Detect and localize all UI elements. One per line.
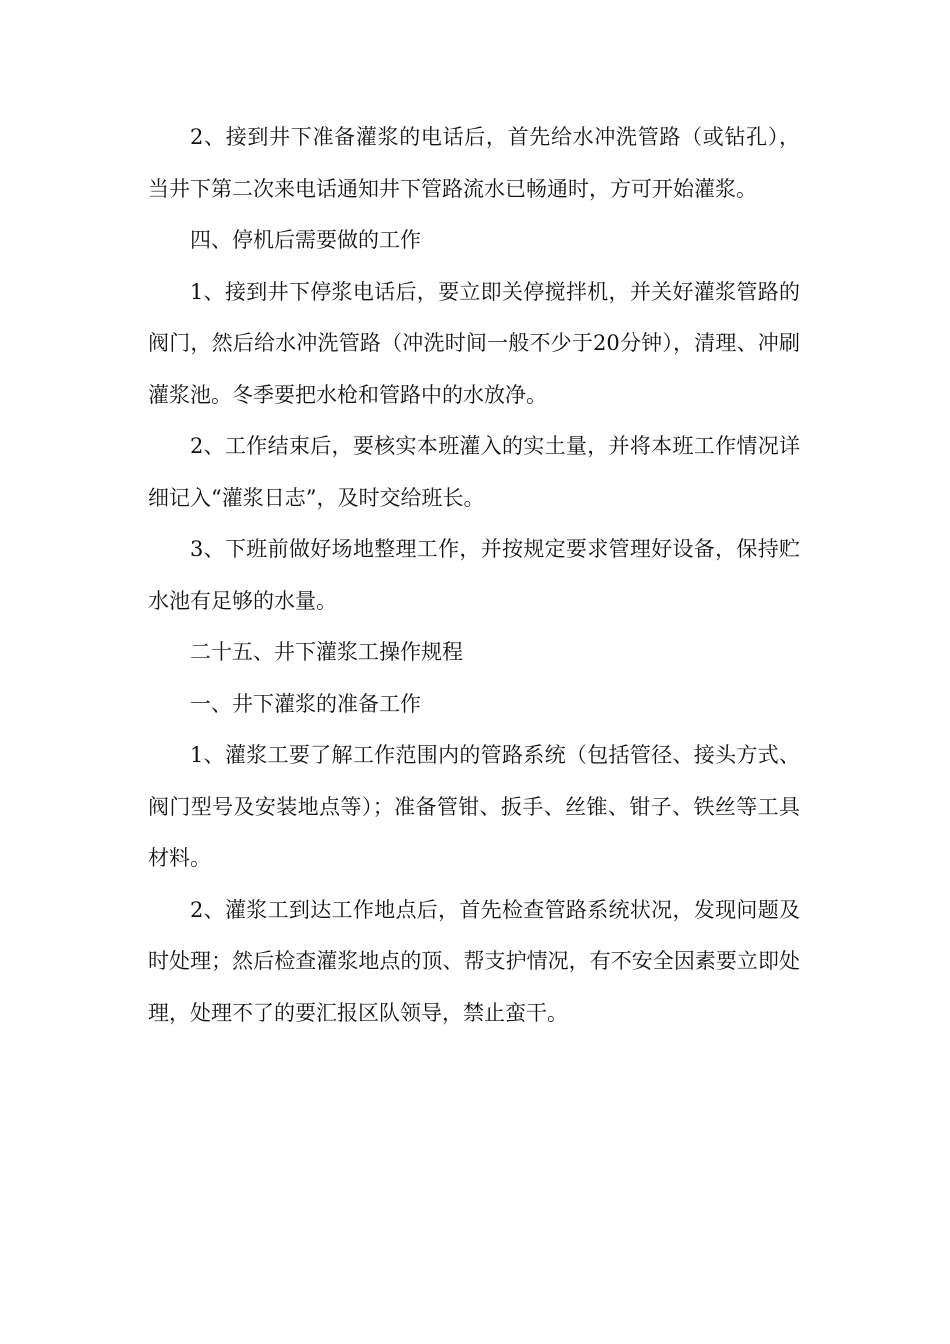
section-heading-preparation: 一、井下灌浆的准备工作 [190, 691, 421, 716]
paragraph-site-inspection: 2、灌浆工到达工作地点后，首先检查管路系统状况，发现问题及时处理；然后检查灌浆地点的顶、帮支护情况，有不安全因素要立即处理，处理不了的要汇报区队领导，禁止蛮干。 [148, 897, 800, 1025]
paragraph-grouting-start: 2、接到井下准备灌浆的电话后，首先给水冲洗管路（或钻孔），当井下第二次来电话通知井下管路流水已畅通时，方可开始灌浆。 [148, 125, 800, 201]
paragraph-before-leaving: 3、下班前做好场地整理工作，并按规定要求管理好设备，保持贮水池有足够的水量。 [148, 537, 800, 613]
chapter-heading-underground-grouting: 二十五、井下灌浆工操作规程 [190, 640, 463, 664]
paragraph-stop-grouting: 1、接到井下停浆电话后，要立即关停搅拌机，并关好灌浆管路的阀门，然后给水冲洗管路（冲洗时间一般不少于20分钟），清理、冲刷灌浆池。冬季要把水枪和管路中的水放净。 [148, 279, 800, 407]
section-heading-after-shutdown: 四、停机后需要做的工作 [190, 228, 421, 252]
paragraph-end-of-work: 2、工作结束后，要核实本班灌入的实土量，并将本班工作情况详细记入“灌浆日志”，及时交给班长。 [148, 434, 800, 510]
document-body [148, 112, 800, 1039]
paragraph-pipeline-system: 1、灌浆工要了解工作范围内的管路系统（包括管径、接头方式、阀门型号及安装地点等）；准备管钳、扳手、丝锥、钳子、铁丝等工具材料。 [148, 743, 800, 870]
